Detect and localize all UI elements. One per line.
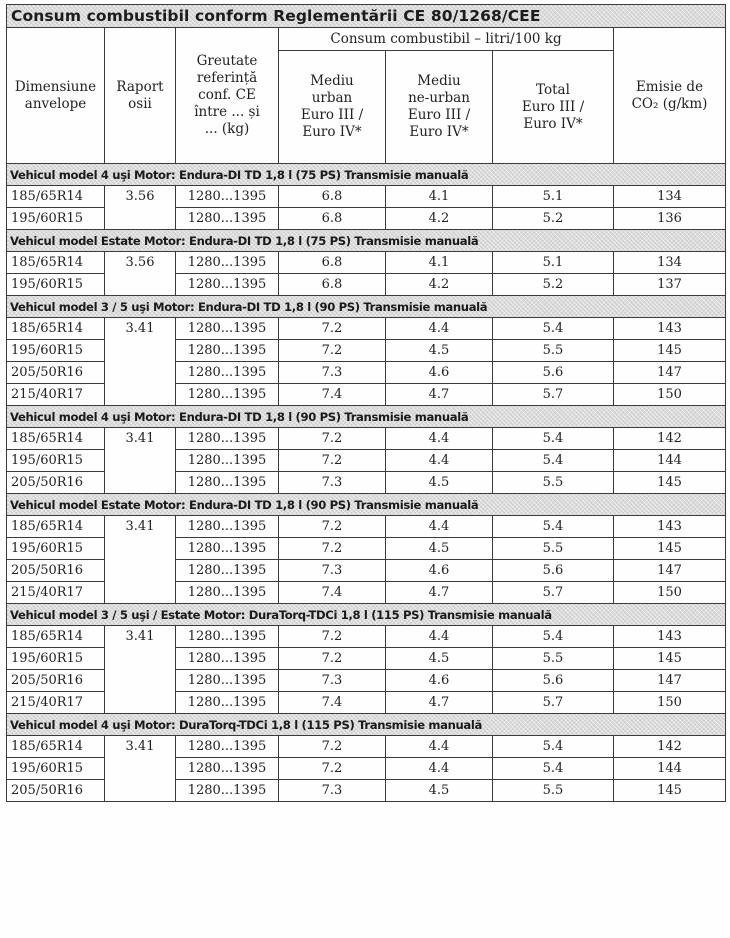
table-row (7, 186, 726, 208)
cell-tyre-size: 195/60R15 (7, 274, 105, 296)
cell-reference-weight: 1280...1395 (176, 274, 279, 296)
cell-urban: 7.2 (279, 736, 386, 758)
cell-total: 5.1 (493, 252, 614, 274)
cell-non-urban: 4.5 (386, 538, 493, 560)
cell-total: 5.4 (493, 758, 614, 780)
cell-total: 5.2 (493, 208, 614, 230)
section-header-row (7, 230, 726, 252)
cell-tyre-size: 195/60R15 (7, 538, 105, 560)
cell-reference-weight: 1280...1395 (176, 626, 279, 648)
cell-urban: 7.3 (279, 560, 386, 582)
cell-tyre-size: 185/65R14 (7, 252, 105, 274)
cell-co2: 143 (614, 516, 726, 538)
cell-urban: 7.3 (279, 362, 386, 384)
table-row (7, 626, 726, 648)
table-title: Consum combustibil conform Reglementării CE 80/1268/CEE (7, 5, 726, 28)
cell-urban: 6.8 (279, 252, 386, 274)
cell-non-urban: 4.5 (386, 648, 493, 670)
cell-total: 5.5 (493, 648, 614, 670)
header-reference-weight: Greutate referință conf. CE între ... și ... (kg) (176, 28, 279, 164)
cell-non-urban: 4.6 (386, 362, 493, 384)
cell-non-urban: 4.2 (386, 208, 493, 230)
cell-total: 5.4 (493, 736, 614, 758)
cell-reference-weight: 1280...1395 (176, 560, 279, 582)
section-label: Vehicul model 3 / 5 uşi Motor: Endura-DI TD 1,8 l (90 PS) Transmisie manuală (7, 296, 726, 318)
cell-co2: 142 (614, 736, 726, 758)
cell-axle-ratio: 3.41 (105, 626, 176, 714)
cell-co2: 134 (614, 252, 726, 274)
cell-reference-weight: 1280...1395 (176, 186, 279, 208)
cell-reference-weight: 1280...1395 (176, 362, 279, 384)
cell-non-urban: 4.5 (386, 340, 493, 362)
section-label: Vehicul model 4 uşi Motor: Endura-DI TD 1,8 l (75 PS) Transmisie manuală (7, 164, 726, 186)
cell-non-urban: 4.4 (386, 516, 493, 538)
cell-tyre-size: 195/60R15 (7, 208, 105, 230)
cell-co2: 147 (614, 670, 726, 692)
cell-co2: 143 (614, 626, 726, 648)
cell-non-urban: 4.4 (386, 736, 493, 758)
section-label: Vehicul model Estate Motor: Endura-DI TD 1,8 l (90 PS) Transmisie manuală (7, 494, 726, 516)
cell-tyre-size: 195/60R15 (7, 758, 105, 780)
section-header-row (7, 494, 726, 516)
cell-urban: 6.8 (279, 274, 386, 296)
cell-axle-ratio: 3.41 (105, 428, 176, 494)
cell-tyre-size: 215/40R17 (7, 582, 105, 604)
table-row (7, 516, 726, 538)
cell-total: 5.1 (493, 186, 614, 208)
cell-tyre-size: 185/65R14 (7, 626, 105, 648)
cell-non-urban: 4.5 (386, 780, 493, 802)
cell-urban: 7.2 (279, 538, 386, 560)
cell-total: 5.6 (493, 362, 614, 384)
section-header-row (7, 164, 726, 186)
table-body (7, 164, 726, 802)
cell-total: 5.5 (493, 538, 614, 560)
header-non-urban: Mediu ne-urban Euro III / Euro IV* (386, 51, 493, 164)
cell-total: 5.7 (493, 384, 614, 406)
cell-urban: 7.3 (279, 670, 386, 692)
cell-total: 5.7 (493, 582, 614, 604)
cell-reference-weight: 1280...1395 (176, 538, 279, 560)
table-row (7, 252, 726, 274)
cell-tyre-size: 205/50R16 (7, 472, 105, 494)
header-tyre-size: Dimensiune anvelope (7, 28, 105, 164)
cell-non-urban: 4.6 (386, 560, 493, 582)
section-label: Vehicul model 4 uşi Motor: DuraTorq-TDCi 1,8 l (115 PS) Transmisie manuală (7, 714, 726, 736)
cell-reference-weight: 1280...1395 (176, 670, 279, 692)
cell-reference-weight: 1280...1395 (176, 428, 279, 450)
cell-urban: 6.8 (279, 208, 386, 230)
cell-reference-weight: 1280...1395 (176, 736, 279, 758)
cell-reference-weight: 1280...1395 (176, 648, 279, 670)
table-row (7, 318, 726, 340)
header-axle-ratio: Raport osii (105, 28, 176, 164)
table-row (7, 736, 726, 758)
cell-urban: 7.4 (279, 582, 386, 604)
section-header-row (7, 714, 726, 736)
cell-tyre-size: 195/60R15 (7, 340, 105, 362)
cell-reference-weight: 1280...1395 (176, 516, 279, 538)
cell-total: 5.5 (493, 780, 614, 802)
cell-reference-weight: 1280...1395 (176, 252, 279, 274)
cell-co2: 134 (614, 186, 726, 208)
cell-axle-ratio: 3.56 (105, 186, 176, 230)
cell-reference-weight: 1280...1395 (176, 582, 279, 604)
cell-urban: 7.3 (279, 780, 386, 802)
cell-co2: 145 (614, 340, 726, 362)
cell-reference-weight: 1280...1395 (176, 758, 279, 780)
fuel-consumption-table (6, 4, 726, 802)
section-header-row (7, 296, 726, 318)
cell-total: 5.7 (493, 692, 614, 714)
section-header-row (7, 604, 726, 626)
cell-urban: 7.2 (279, 516, 386, 538)
cell-tyre-size: 205/50R16 (7, 670, 105, 692)
cell-tyre-size: 215/40R17 (7, 384, 105, 406)
cell-co2: 144 (614, 450, 726, 472)
cell-urban: 7.2 (279, 318, 386, 340)
header-co2-emission: Emisie de CO₂ (g/km) (614, 28, 726, 164)
cell-co2: 147 (614, 362, 726, 384)
cell-axle-ratio: 3.41 (105, 736, 176, 802)
cell-reference-weight: 1280...1395 (176, 384, 279, 406)
cell-non-urban: 4.5 (386, 472, 493, 494)
cell-tyre-size: 185/65R14 (7, 736, 105, 758)
cell-non-urban: 4.1 (386, 186, 493, 208)
cell-reference-weight: 1280...1395 (176, 208, 279, 230)
cell-total: 5.5 (493, 340, 614, 362)
cell-tyre-size: 195/60R15 (7, 450, 105, 472)
cell-axle-ratio: 3.41 (105, 516, 176, 604)
cell-urban: 7.2 (279, 648, 386, 670)
cell-total: 5.4 (493, 428, 614, 450)
cell-co2: 150 (614, 384, 726, 406)
cell-axle-ratio: 3.56 (105, 252, 176, 296)
cell-reference-weight: 1280...1395 (176, 780, 279, 802)
cell-total: 5.2 (493, 274, 614, 296)
cell-reference-weight: 1280...1395 (176, 450, 279, 472)
cell-co2: 147 (614, 560, 726, 582)
cell-co2: 145 (614, 472, 726, 494)
cell-co2: 143 (614, 318, 726, 340)
cell-tyre-size: 185/65R14 (7, 428, 105, 450)
cell-tyre-size: 195/60R15 (7, 648, 105, 670)
cell-non-urban: 4.4 (386, 318, 493, 340)
cell-reference-weight: 1280...1395 (176, 692, 279, 714)
cell-total: 5.4 (493, 516, 614, 538)
cell-tyre-size: 215/40R17 (7, 692, 105, 714)
cell-urban: 7.2 (279, 340, 386, 362)
table-row (7, 428, 726, 450)
cell-urban: 7.2 (279, 626, 386, 648)
cell-co2: 150 (614, 692, 726, 714)
cell-non-urban: 4.4 (386, 758, 493, 780)
cell-reference-weight: 1280...1395 (176, 318, 279, 340)
cell-co2: 137 (614, 274, 726, 296)
cell-non-urban: 4.4 (386, 450, 493, 472)
cell-urban: 7.2 (279, 450, 386, 472)
header-total: Total Euro III / Euro IV* (493, 51, 614, 164)
cell-tyre-size: 205/50R16 (7, 780, 105, 802)
cell-co2: 136 (614, 208, 726, 230)
cell-urban: 7.3 (279, 472, 386, 494)
cell-reference-weight: 1280...1395 (176, 340, 279, 362)
cell-total: 5.6 (493, 670, 614, 692)
section-label: Vehicul model 4 uşi Motor: Endura-DI TD 1,8 l (90 PS) Transmisie manuală (7, 406, 726, 428)
cell-tyre-size: 205/50R16 (7, 362, 105, 384)
cell-co2: 150 (614, 582, 726, 604)
cell-total: 5.4 (493, 450, 614, 472)
cell-urban: 7.4 (279, 692, 386, 714)
header-urban: Mediu urban Euro III / Euro IV* (279, 51, 386, 164)
header-consumption-group: Consum combustibil – litri/100 kg (279, 28, 614, 51)
cell-urban: 7.2 (279, 428, 386, 450)
cell-co2: 145 (614, 780, 726, 802)
cell-non-urban: 4.4 (386, 428, 493, 450)
section-label: Vehicul model Estate Motor: Endura-DI TD 1,8 l (75 PS) Transmisie manuală (7, 230, 726, 252)
cell-axle-ratio: 3.41 (105, 318, 176, 406)
cell-tyre-size: 185/65R14 (7, 186, 105, 208)
cell-non-urban: 4.2 (386, 274, 493, 296)
cell-reference-weight: 1280...1395 (176, 472, 279, 494)
cell-co2: 142 (614, 428, 726, 450)
cell-non-urban: 4.7 (386, 384, 493, 406)
cell-non-urban: 4.4 (386, 626, 493, 648)
cell-non-urban: 4.1 (386, 252, 493, 274)
section-label: Vehicul model 3 / 5 uşi / Estate Motor: DuraTorq-TDCi 1,8 l (115 PS) Transmisie manuală (7, 604, 726, 626)
cell-tyre-size: 205/50R16 (7, 560, 105, 582)
cell-co2: 144 (614, 758, 726, 780)
cell-non-urban: 4.6 (386, 670, 493, 692)
cell-tyre-size: 185/65R14 (7, 318, 105, 340)
cell-total: 5.4 (493, 318, 614, 340)
cell-co2: 145 (614, 538, 726, 560)
cell-non-urban: 4.7 (386, 582, 493, 604)
section-header-row (7, 406, 726, 428)
cell-tyre-size: 185/65R14 (7, 516, 105, 538)
cell-total: 5.5 (493, 472, 614, 494)
cell-urban: 7.4 (279, 384, 386, 406)
cell-urban: 6.8 (279, 186, 386, 208)
cell-non-urban: 4.7 (386, 692, 493, 714)
cell-urban: 7.2 (279, 758, 386, 780)
cell-total: 5.6 (493, 560, 614, 582)
cell-co2: 145 (614, 648, 726, 670)
cell-total: 5.4 (493, 626, 614, 648)
